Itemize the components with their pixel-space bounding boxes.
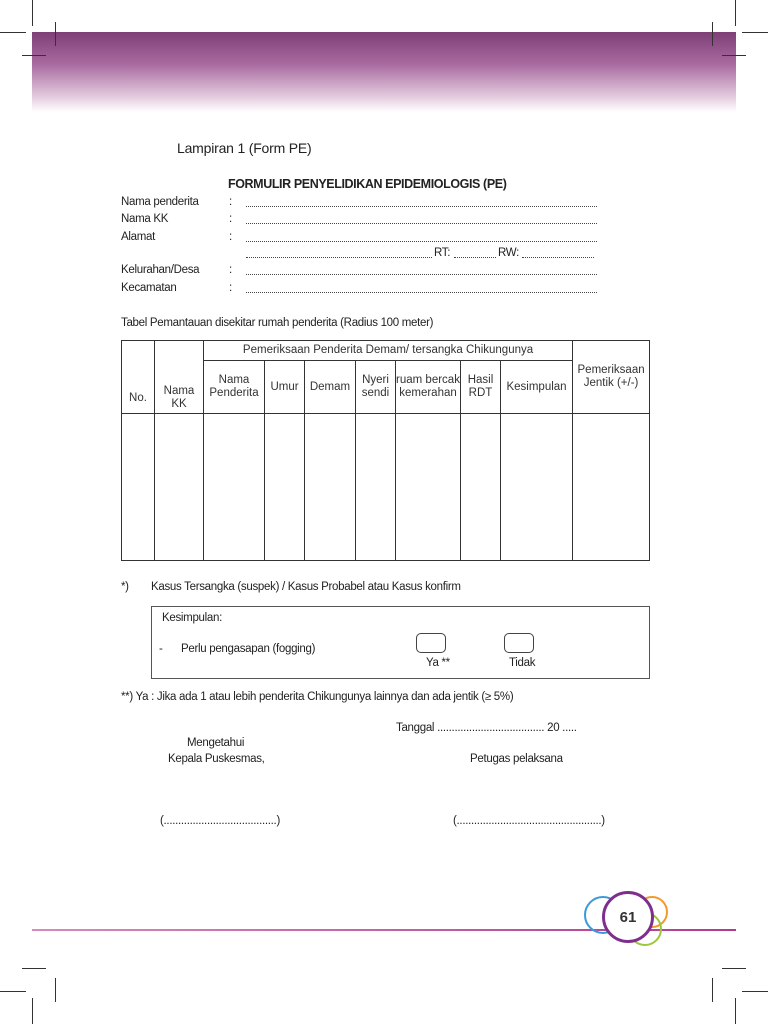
table-row[interactable] [122, 414, 650, 561]
field-line-rw[interactable] [522, 257, 594, 258]
head-title: Kepala Puskesmas, [168, 753, 265, 765]
field-label-kelurahan: Kelurahan/Desa [121, 264, 200, 276]
monitoring-table [121, 340, 650, 561]
field-colon: : [229, 231, 232, 243]
officer-title: Petugas pelaksana [470, 753, 563, 765]
col-header-nama-kk: Nama KK [155, 341, 204, 414]
col-header-ruam: ruam bercak kemerahan [396, 361, 461, 414]
col-header-demam: Demam [305, 361, 356, 414]
field-label-kecamatan: Kecamatan [121, 282, 177, 294]
conclusion-title: Kesimpulan: [162, 612, 222, 624]
field-colon: : [229, 264, 232, 276]
checkbox-tidak-label: Tidak [509, 657, 536, 669]
field-colon: : [229, 213, 232, 225]
form-title: FORMULIR PENYELIDIKAN EPIDEMIOLOGIS (PE) [228, 177, 507, 191]
group-header: Pemeriksaan Penderita Demam/ tersangka Chikungunya [204, 341, 573, 361]
note-case-types: Kasus Tersangka (suspek) / Kasus Probabel atau Kasus konfirm [151, 581, 461, 593]
note-ya-definition: **) Ya : Jika ada 1 atau lebih penderita Chikungunya lainnya dan ada jentik (≥ 5%) [121, 691, 514, 703]
signature-line-head[interactable]: (.......................................) [160, 815, 280, 827]
col-header-nama-penderita: Nama Penderita [204, 361, 265, 414]
col-header-umur: Umur [265, 361, 305, 414]
acknowledged-label: Mengetahui [187, 737, 245, 749]
col-header-nyeri-sendi: Nyeri sendi [356, 361, 396, 414]
field-label-nama-penderita: Nama penderita [121, 196, 199, 208]
signature-line-officer[interactable]: (..................................................) [453, 815, 605, 827]
header-band [32, 32, 736, 112]
field-line-rt[interactable] [454, 257, 496, 258]
col-header-no: No. [122, 341, 155, 414]
checkbox-ya[interactable] [416, 633, 446, 653]
field-line-alamat[interactable] [246, 241, 597, 242]
rw-label: RW: [498, 247, 520, 259]
appendix-title: Lampiran 1 (Form PE) [177, 140, 312, 156]
field-line-alamat-2[interactable] [246, 257, 432, 258]
col-header-kesimpulan: Kesimpulan [501, 361, 573, 414]
field-line-kelurahan[interactable] [246, 274, 597, 275]
field-colon: : [229, 196, 232, 208]
note-mark: *) [121, 581, 129, 593]
field-line-nama-penderita[interactable] [246, 206, 597, 207]
bullet: - [159, 643, 163, 655]
page-number: 61 [602, 891, 654, 943]
col-header-jentik: Pemeriksaan Jentik (+/-) [573, 341, 650, 414]
col-header-hasil-rdt: Hasil RDT [461, 361, 501, 414]
field-line-nama-kk[interactable] [246, 223, 597, 224]
fogging-label: Perlu pengasapan (fogging) [181, 643, 316, 655]
field-label-alamat: Alamat [121, 231, 155, 243]
checkbox-ya-label: Ya ** [426, 657, 450, 669]
field-label-nama-kk: Nama KK [121, 213, 169, 225]
field-line-kecamatan[interactable] [246, 292, 597, 293]
date-line[interactable]: Tanggal ..................................... 20 ..... [396, 722, 577, 734]
rt-label: RT: [434, 247, 451, 259]
checkbox-tidak[interactable] [504, 633, 534, 653]
conclusion-box [151, 606, 650, 679]
table-caption: Tabel Pemantauan disekitar rumah penderita (Radius 100 meter) [121, 317, 434, 329]
field-colon: : [229, 282, 232, 294]
